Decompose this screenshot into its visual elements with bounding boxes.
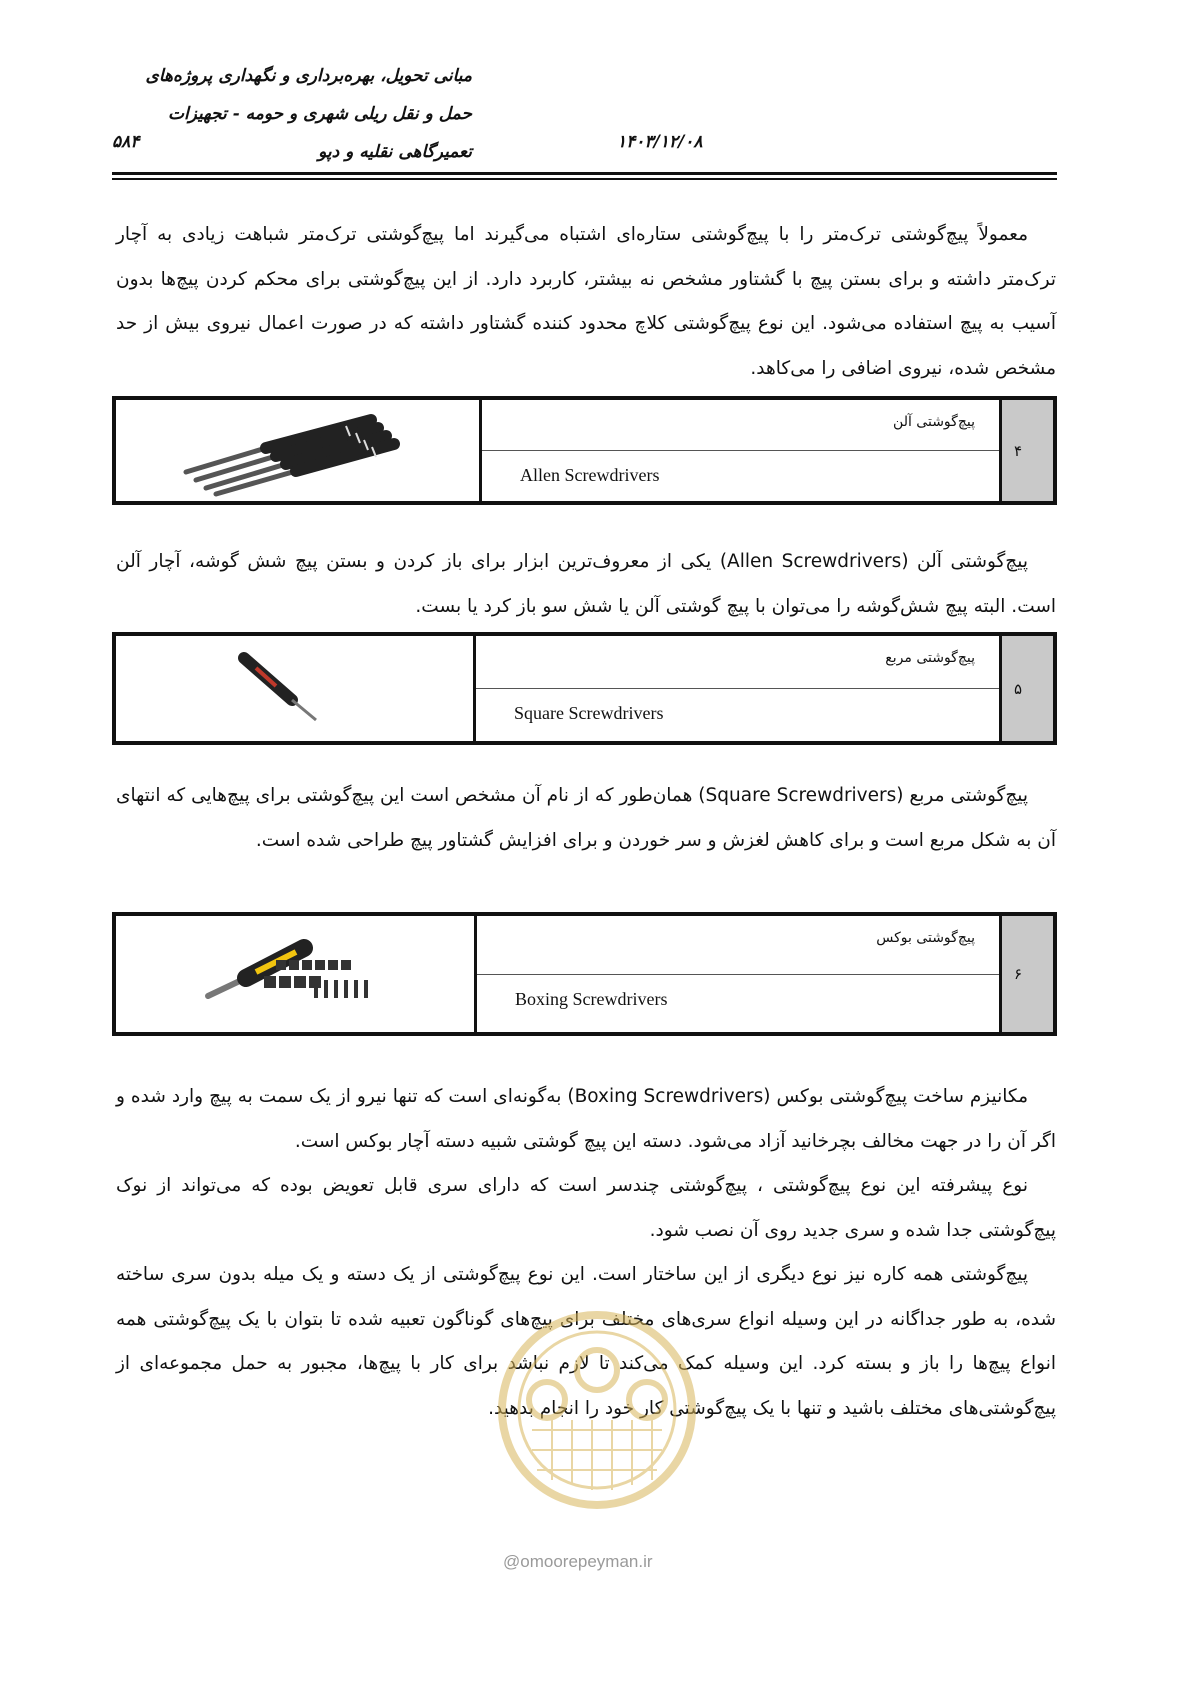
item-image-cell [116, 636, 476, 741]
paragraph-text: نوع پیشرفته این نوع پیچ‌گوشتی ، پیچ‌گوشتی چندسر است که دارای سری قابل تعویض بوده که می‌تواند از نوک پیچ‌گوشتی جدا شده و سری جدید روی آن نصب شود. [116, 1175, 1056, 1241]
item-row-boxing [112, 912, 1057, 1036]
document-title-line1: مبانی تحویل، بهره‌برداری و نگهداری پروژه‌های [145, 66, 472, 86]
item-name-cell [482, 400, 999, 501]
document-title-line3: تعمیرگاهی نقلیه و دپو [318, 142, 472, 162]
item-number: ۵ [999, 636, 1053, 741]
page-number: ۵۸۴ [112, 132, 140, 152]
paragraph-torque-screwdriver [116, 213, 1056, 391]
item-name-cell [476, 636, 999, 741]
document-title-line2: حمل و نقل ریلی شهری و حومه - تجهیزات [167, 104, 472, 124]
watermark-url: @omoorepeyman.ir [503, 1552, 653, 1571]
item-name-en: Square Screwdrivers [514, 703, 664, 723]
item-number: ۶ [999, 916, 1053, 1032]
item-name-en: Allen Screwdrivers [520, 465, 660, 485]
paragraph-text: پیچ‌گوشتی همه کاره نیز نوع دیگری از این ساختار است. این نوع پیچ‌گوشتی از یک دسته و یک میله بدون سری ساخته شده، به طور جداگانه در این وسیله انواع سری‌های مختلف برای پیچ‌های گوناگون تعبیه شده تا بتوان با یک پیچ‌گوشتی همه انواع پیچ‌ها را باز و بسته کرد. این وسیله کمک می‌کند تا لازم نباشد برای کار با پیچ‌ها، مجبور به حمل مجموعه‌ای از پیچ‌گوشتی‌های مختلف باشید و تنها با یک پیچ‌گوشتی کار خود را انجام بدهید. [116, 1264, 1056, 1419]
page-header [112, 58, 1057, 176]
item-name-fa: پیچ‌گوشتی بوکس [477, 916, 999, 975]
item-name-cell [477, 916, 999, 1032]
paragraph-allen [116, 540, 1056, 629]
item-name-fa: پیچ‌گوشتی آلن [482, 400, 999, 451]
paragraph-square [116, 774, 1056, 863]
allen-screwdriver-set-icon [116, 400, 479, 501]
item-row-square [112, 632, 1057, 745]
watermark-logo-icon [492, 1280, 702, 1550]
paragraph-text: مکانیزم ساخت پیچ‌گوشتی بوکس (Boxing Screwdrivers) به‌گونه‌ای است که تنها نیرو از یک سمت به پیچ وارد شده و اگر آن را در جهت مخالف بچرخانید آزاد می‌شود. دسته این پیچ گوشتی شبیه دسته آچار بوکس است. [116, 1086, 1056, 1152]
document-date: ۱۴۰۳/۱۲/۰۸ [617, 132, 703, 152]
header-rule [112, 172, 1057, 175]
paragraph-text: پیچ‌گوشتی مربع (Square Screwdrivers) همان‌طور که از نام آن مشخص است این پیچ‌گوشتی برای پیچ‌هایی که انتهای آن به شکل مربع است و برای کاهش لغزش و سر خوردن و برای افزایش گشتاور پیچ طراحی شده است. [116, 785, 1056, 851]
item-image-cell [116, 916, 477, 1032]
item-number: ۴ [999, 400, 1053, 501]
boxing-screwdriver-set-icon [116, 916, 474, 1032]
item-row-allen [112, 396, 1057, 505]
item-name-en: Boxing Screwdrivers [515, 988, 668, 1009]
item-name-fa: پیچ‌گوشتی مربع [476, 636, 999, 689]
paragraph-text: پیچ‌گوشتی آلن (Allen Screwdrivers) یکی از معروف‌ترین ابزار برای باز کردن و بستن پیچ شش گوشه، آچار آلن است. البته پیچ شش‌گوشه را می‌توان با پیچ گوشتی آلن یا شش سو باز کرد یا بست. [116, 551, 1056, 617]
item-image-cell [116, 400, 482, 501]
header-rule-thin [112, 178, 1057, 180]
square-screwdriver-icon [116, 636, 473, 741]
paragraph-text: معمولاً پیچ‌گوشتی ترک‌متر را با پیچ‌گوشتی ستاره‌ای اشتباه می‌گیرند اما پیچ‌گوشتی ترک‌متر شباهت زیادی به آچار ترک‌متر داشته و برای بستن پیچ با گشتاور مشخص نه بیشتر، کاربرد دارد. از این پیچ‌گوشتی برای محکم کردن پیچ‌ها بدون آسیب به پیچ استفاده می‌شود. این نوع پیچ‌گوشتی کلاچ محدود کننده گشتاور داشته که در صورت اعمال نیروی بیش از حد مشخص شده، نیروی اضافی را می‌کاهد. [116, 224, 1056, 379]
